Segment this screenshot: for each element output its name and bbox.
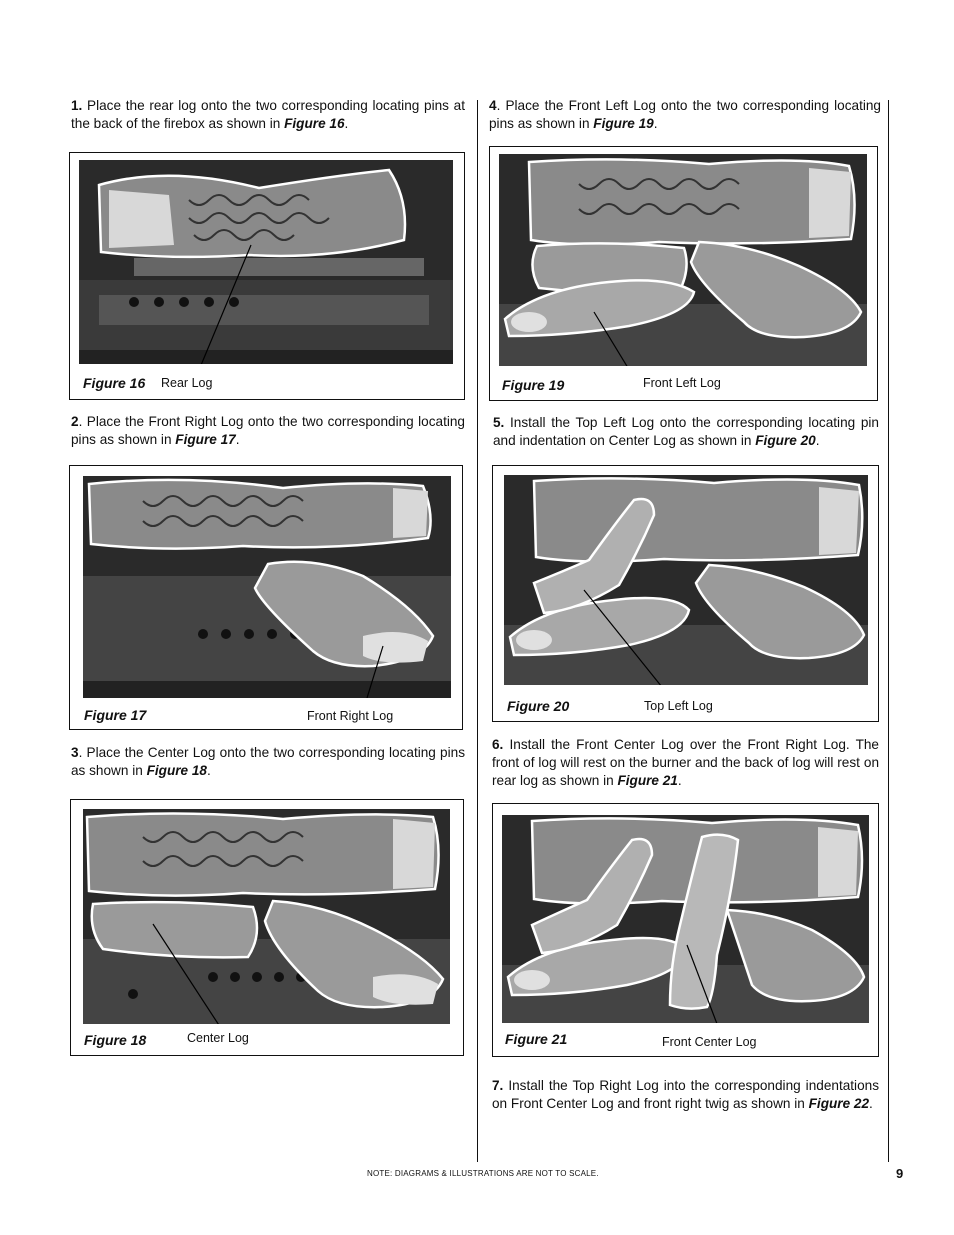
step-number: 3 [71,745,79,760]
figure-reference: Figure 21 [617,773,678,788]
figure-17-callout: Front Right Log [307,709,394,723]
figure-reference: Figure 20 [755,433,816,448]
figure-17-photo [83,476,451,698]
figure-17-frame [69,465,463,730]
figure-16-label: Figure 16 [83,375,146,391]
figure-reference: Figure 22 [808,1096,870,1111]
figure-16-photo [79,160,453,364]
figure-18-frame [70,799,464,1056]
step-5-text: 5. Install the Top Left Log onto the corresponding locating pin and indentation on Center Log as shown in Figure 20. [493,415,879,448]
figure-19-photo [499,154,867,366]
figure-17-label: Figure 17 [84,707,147,723]
figure-18-label: Figure 18 [84,1032,147,1048]
figure-20-frame [492,465,879,722]
step-number: 7. [492,1078,504,1093]
right-margin-rule [888,100,889,1162]
step-number: 4 [489,98,497,113]
figure-20-photo [504,475,868,685]
step-3-text: 3. Place the Center Log onto the two corresponding locating pins as shown in Figure 18. [71,745,465,778]
step-number: 1. [71,98,83,113]
step-number: 5. [493,415,505,430]
step-number: 6. [492,737,504,752]
step-number: 2 [71,414,79,429]
figure-reference: Figure 18 [146,763,207,778]
step-1-text: 1. Place the rear log onto the two corresponding locating pins at the back of the firebox as shown in Figure 16. [71,98,465,131]
figure-21-frame [492,803,879,1057]
figure-16-callout: Rear Log [161,376,213,390]
figure-18-callout: Center Log [187,1031,249,1045]
figure-21-label: Figure 21 [505,1031,568,1047]
figure-20-callout: Top Left Log [644,699,713,713]
step-4-text: 4. Place the Front Left Log onto the two corresponding locating pins as shown in Figure 19. [489,98,881,131]
figure-reference: Figure 16 [284,116,345,131]
figure-19-callout: Front Left Log [643,376,721,390]
figure-18-photo [83,809,450,1024]
figure-reference: Figure 19 [593,116,654,131]
figure-16-frame [69,152,465,400]
scale-note: NOTE: DIAGRAMS & ILLUSTRATIONS ARE NOT TO SCALE. [367,1169,599,1178]
figure-21-callout: Front Center Log [662,1035,757,1049]
page-number: 9 [896,1166,904,1181]
figure-19-label: Figure 19 [502,377,565,393]
step-7-text: 7. Install the Top Right Log into the corresponding indentations on Front Center Log and front right twig as shown in Figure 22. [492,1078,879,1111]
figure-20-label: Figure 20 [507,698,570,714]
figure-19-frame [489,146,878,401]
figure-reference: Figure 17 [175,432,236,447]
figure-21-photo [502,815,869,1023]
step-6-text: 6. Install the Front Center Log over the Front Right Log. The front of log will rest on the burner and the back of log will rest on rear log as shown in Figure 21. [492,737,879,788]
column-divider [477,100,478,1162]
step-2-text: 2. Place the Front Right Log onto the two corresponding locating pins as shown in Figure 17. [71,414,465,447]
